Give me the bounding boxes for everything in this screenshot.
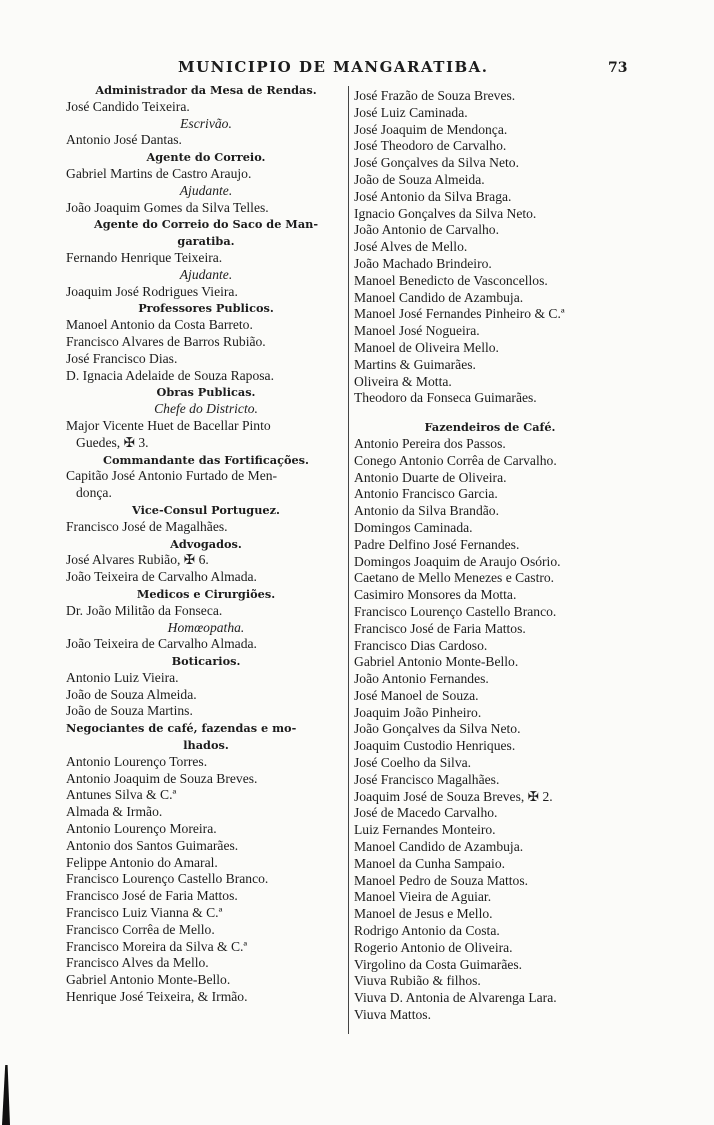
- entry-line: Manoel de Jesus e Mello.: [354, 906, 493, 922]
- entry-line: Viuva Rubião & filhos.: [354, 973, 481, 989]
- entry-line: José Gonçalves da Silva Neto.: [354, 155, 519, 171]
- section-heading: Agente do Correio.: [146, 150, 266, 165]
- entry-line: Virgolino da Costa Guimarães.: [354, 956, 523, 972]
- entry-line: Felippe Antonio do Amaral.: [66, 854, 218, 870]
- entry-line: Francisco Corrêa de Mello.: [66, 921, 215, 937]
- entry-line: Antonio Lourenço Torres.: [66, 753, 208, 769]
- section-heading: Medicos e Cirurgiões.: [136, 586, 276, 601]
- role-subheading: Ajudante.: [179, 266, 233, 282]
- entry-line: Manoel Pedro de Souza Mattos.: [354, 872, 529, 888]
- entry-line: Francisco Lourenço Castello Branco.: [354, 603, 557, 619]
- entry-line: Domingos Caminada.: [354, 519, 473, 535]
- entry-line: Manoel de Oliveira Mello.: [354, 339, 499, 355]
- entry-line: Domingos Joaquim de Araujo Osório.: [354, 553, 561, 569]
- entry-line: Manoel Vieira de Aguiar.: [354, 889, 492, 905]
- entry-line: Antonio Lourenço Moreira.: [66, 821, 217, 837]
- entry-line: Francisco Dias Cardoso.: [354, 637, 488, 653]
- entry-line: José Alvares Rubião, ✠ 6.: [66, 552, 209, 568]
- section-heading: Agente do Correio do Saco de Man-: [93, 217, 319, 232]
- entry-line: João Antonio de Carvalho.: [354, 222, 499, 238]
- entry-line: Francisco Moreira da Silva & C.ª: [66, 938, 248, 954]
- entry-line: Rodrigo Antonio da Costa.: [354, 923, 500, 939]
- entry-line: Dr. João Militão da Fonseca.: [66, 602, 223, 618]
- entry-line: Joaquim José de Souza Breves, ✠ 2.: [354, 788, 553, 804]
- entry-line: Caetano de Mello Menezes e Castro.: [354, 570, 555, 586]
- section-heading: Vice-Consul Portuguez.: [132, 502, 280, 517]
- section-heading: garatiba.: [177, 234, 235, 249]
- entry-line: Manoel José Nogueira.: [354, 323, 480, 339]
- page-number: 73: [608, 60, 628, 76]
- page-header: [0, 58, 714, 80]
- entry-line: Antonio dos Santos Guimarães.: [66, 837, 239, 853]
- entry-line: Antonio Pereira dos Passos.: [354, 435, 506, 451]
- entry-line: D. Ignacia Adelaide de Souza Raposa.: [66, 367, 274, 383]
- entry-line: José Francisco Dias.: [66, 350, 178, 366]
- entry-line: Antonio Francisco Garcia.: [354, 486, 498, 502]
- entry-line: José Joaquim de Mendonça.: [354, 121, 508, 137]
- entry-line: José Manoel de Souza.: [354, 687, 479, 703]
- entry-line: João Antonio Fernandes.: [354, 671, 489, 687]
- entry-line: Major Vicente Huet de Bacellar Pinto: [66, 417, 271, 433]
- entry-line: Joaquim Custodio Henriques.: [354, 738, 516, 754]
- entry-line: José Frazão de Souza Breves.: [354, 88, 516, 103]
- entry-line: Fernando Henrique Teixeira.: [66, 249, 223, 265]
- entry-line: Gabriel Martins de Castro Araujo.: [66, 165, 252, 181]
- entry-line: Capitão José Antonio Furtado de Men-: [66, 468, 278, 484]
- entry-line: Conego Antonio Corrêa de Carvalho.: [354, 452, 557, 468]
- margin-mark: [2, 1065, 10, 1125]
- entry-line: Viuva Mattos.: [354, 1007, 431, 1023]
- entry-line: Francisco Alvares de Barros Rubião.: [66, 333, 266, 349]
- entry-line: Francisco Luiz Vianna & C.ª: [66, 905, 223, 921]
- entry-line: Manoel Benedicto de Vasconcellos.: [354, 272, 548, 288]
- entry-line: Manoel Antonio da Costa Barreto.: [66, 317, 253, 333]
- page-title: MUNICIPIO DE MANGARATIBA.: [178, 58, 489, 76]
- entry-line: Antonio Luiz Vieira.: [66, 669, 179, 685]
- section-heading: Boticarios.: [171, 654, 241, 669]
- entry-line: Ignacio Gonçalves da Silva Neto.: [354, 205, 537, 221]
- left-column: [66, 82, 346, 1006]
- section-heading: lhados.: [183, 738, 229, 753]
- entry-line: Oliveira & Motta.: [354, 373, 452, 389]
- entry-line: Gabriel Antonio Monte-Bello.: [354, 654, 519, 670]
- entry-line: Joaquim José Rodrigues Vieira.: [66, 283, 238, 299]
- section-heading: Fazendeiros de Café.: [424, 420, 556, 435]
- section-heading: Administrador da Mesa de Rendas.: [95, 83, 317, 97]
- entry-line: João Joaquim Gomes da Silva Telles.: [66, 199, 269, 215]
- entry-line: Antonio José Dantas.: [66, 132, 182, 148]
- entry-line: Casimiro Monsores da Motta.: [354, 587, 517, 603]
- entry-line: Henrique José Teixeira, & Irmão.: [66, 989, 248, 1005]
- entry-line: José Candido Teixeira.: [66, 98, 190, 114]
- entry-line: Rogerio Antonio de Oliveira.: [354, 939, 513, 955]
- section-heading: Advogados.: [170, 536, 242, 551]
- entry-line: Gabriel Antonio Monte-Bello.: [66, 972, 231, 988]
- role-subheading: Ajudante.: [179, 182, 233, 198]
- entry-line: Manoel Candido de Azambuja.: [354, 839, 524, 855]
- entry-line: José Alves de Mello.: [354, 239, 468, 255]
- entry-line: Francisco José de Faria Mattos.: [66, 888, 238, 904]
- section-heading: Obras Publicas.: [156, 385, 256, 400]
- entry-line: João de Souza Almeida.: [354, 171, 485, 187]
- entry-line: Padre Delfino José Fernandes.: [354, 536, 520, 552]
- entry-line: João Teixeira de Carvalho Almada.: [66, 569, 257, 585]
- entry-line: João Teixeira de Carvalho Almada.: [66, 636, 257, 652]
- entry-line: Joaquim João Pinheiro.: [354, 704, 482, 720]
- entry-continuation: Guedes, ✠ 3.: [76, 434, 149, 450]
- section-heading: Professores Publicos.: [138, 301, 274, 316]
- entry-line: Antonio Duarte de Oliveira.: [354, 469, 507, 485]
- entry-line: Francisco José de Faria Mattos.: [354, 620, 526, 636]
- spacer: [354, 407, 626, 419]
- entry-line: José Theodoro de Carvalho.: [354, 138, 507, 154]
- entry-line: João de Souza Almeida.: [66, 686, 197, 702]
- entry-line: João Gonçalves da Silva Neto.: [354, 721, 521, 737]
- entry-line: Francisco José de Magalhães.: [66, 518, 228, 534]
- role-subheading: Chefe do Districto.: [154, 401, 258, 417]
- entry-line: José Coelho da Silva.: [354, 755, 472, 771]
- section-heading: Commandante das Fortificações.: [103, 452, 309, 467]
- role-subheading: Escrivão.: [180, 115, 232, 131]
- entry-line: José Francisco Magalhães.: [354, 771, 500, 787]
- role-subheading: Homœopatha.: [167, 619, 245, 635]
- section-heading: Negociantes de café, fazendas e mo-: [66, 721, 297, 736]
- entry-line: Antunes Silva & C.ª: [66, 787, 177, 803]
- entry-line: João de Souza Martins.: [66, 703, 193, 719]
- entry-continuation: donça.: [76, 485, 112, 501]
- entry-line: Manoel da Cunha Sampaio.: [354, 855, 506, 871]
- entry-line: Viuva D. Antonia de Alvarenga Lara.: [354, 990, 557, 1006]
- entry-line: Manoel Candido de Azambuja.: [354, 289, 524, 305]
- entry-line: João Machado Brindeiro.: [354, 255, 492, 271]
- right-column: [354, 88, 626, 1024]
- entry-line: José Antonio da Silva Braga.: [354, 188, 512, 204]
- entry-line: Francisco Alves da Mello.: [66, 955, 209, 971]
- entry-line: José de Macedo Carvalho.: [354, 805, 498, 821]
- entry-line: Theodoro da Fonseca Guimarães.: [354, 390, 537, 406]
- entry-line: Antonio da Silva Brandão.: [354, 503, 499, 519]
- entry-line: Martins & Guimarães.: [354, 356, 476, 372]
- entry-line: Manoel José Fernandes Pinheiro & C.ª: [354, 306, 565, 322]
- entry-line: Antonio Joaquim de Souza Breves.: [66, 770, 258, 786]
- column-divider: [348, 86, 349, 1034]
- entry-line: Francisco Lourenço Castello Branco.: [66, 871, 269, 887]
- entry-line: Almada & Irmão.: [66, 804, 163, 820]
- entry-line: José Luiz Caminada.: [354, 104, 468, 120]
- entry-line: Luiz Fernandes Monteiro.: [354, 822, 496, 838]
